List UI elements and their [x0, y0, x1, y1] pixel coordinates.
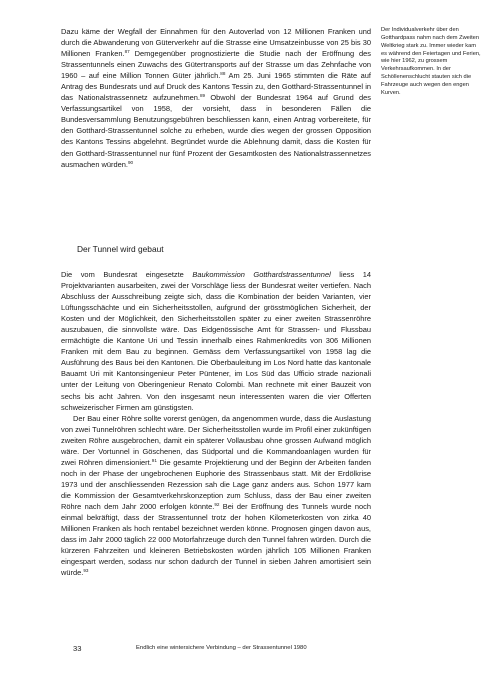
- text-run: liess 14 Projektvarianten ausarbeiten, zwei der Vorschläge liess der Bundesrat weiter vertiefen. Nach Abschluss der Ausschreibung zeigte sich, dass die Kombination der beiden Varianten, vier Lüftungsschächte und ein Sicherheitsstollen, aufgrund der grösstmöglichen Sicherheit, der Kosten und der Möglichkeit, den Sicherheitsstollen später zu einer zweiten Strassenröhre auszubauen, die sinnvollste wäre. Das Eidgenössische Amt für Strassen- und Flussbau ermächtigte die Kantone Uri und Tessin innerhalb eines Rahmenkredits von 306 Millionen Franken mit dem Bau zu beginnen. Gemäss dem Verfassungsartikel von 1958 lag die Ausführung des Baus bei den Kantonen. Die Oberbauleitung im Los Nord hatte das kantonale Bauamt Uri mit Kantonsingenieur Peter Püntener, im Los Süd das Ufficio strade nazionali unter der Leitung von Oberingenieur Renato Colombi. Man rechnete mit einer Bauzeit von sechs bis acht Jahren. Von den insgesamt neun interessenten waren die vier Offerten schweizerischer Firmen am günstigsten.: [61, 270, 372, 412]
- text-run: Die gesamte Projektierung und der Beginn der Arbeiten fanden noch in der Phase der ungebrochenen Euphorie des Strassenbaus statt. Mit der Erdölkrise 1973 und der anschliessenden Rezession sah die Lage ganz anders aus. Schon 1977 kam die Kommission der Gesamtverkehrskonzeption zum Schluss, dass der Bau einer zweiten Röhre nach dem Jahr 2000 erfolgen könnte.: [61, 457, 371, 511]
- paragraph: [61, 413, 371, 579]
- section-heading: Der Tunnel wird gebaut: [77, 244, 164, 254]
- footnote-ref: 87: [124, 49, 130, 55]
- text-run: Demgegenüber prognostizierte die Studie nach der Eröffnung des Strassentunnels einen Zuwachs des Gütertransports auf der Strasse um das Zehnfache von 1960 – auf eine Million Tonnen Güter jährlich.: [61, 49, 371, 81]
- footnote-ref: 93: [83, 568, 89, 574]
- emphasis-text: Baukommission Gotthardstrassentunnel: [192, 270, 331, 279]
- footnote-ref: 90: [127, 159, 134, 165]
- footnote-ref: 89: [200, 93, 206, 99]
- footnote-ref: 91: [151, 457, 157, 463]
- body-text-top: [61, 26, 371, 170]
- text-run: Dazu käme der Wegfall der Einnahmen für den Autoverlad von 12 Millionen Franken und durch die Abwanderung von Güterverkehr auf die Strasse eine Umsatzeinbusse von 25 bis 30 Millionen Franken.: [61, 27, 371, 59]
- running-footer-title: Endlich eine wintersichere Verbindung – der Strassentunnel 1980: [136, 645, 307, 651]
- text-run: Bei der Eröffnung des Tunnels wurde noch einmal bekräftigt, dass der Strassentunnel trotz der hohen Kilometerkosten von zirka 40 Millionen Franken als hoch rentabel bezeichnet werden könne. Prognosen gingen davon aus, dass im Jahr 2000 täglich 22 000 Motorfahrzeuge durch den Tunnel fahren würden. Durch die kürzeren Fahrzeiten und kleineren Betriebskosten würden jährlich 105 Millionen Franken eingespart werden, sodass nur schon dadurch der Tunnel in sieben Jahren amortisiert sein würde.: [61, 501, 371, 578]
- text-run: Am 25. Juni 1965 stimmten die Räte auf Antrag des Bundesrats und auf Druck des Kantons Tessin zu, den Gotthard-Strassentunnel in das Nationalstrassennetz aufzunehmen.: [61, 71, 371, 103]
- footnote-ref: 92: [214, 501, 220, 507]
- image-caption-sidenote: Der Individualverkehr über den Gotthardpass nahm nach dem Zweiten Weltkrieg stark zu. Immer wieder kam es während den Feiertagen und Ferien, wie hier 1962, zu grossem Verkehrsaufkommen. In der Schöllenenschlucht stauten sich die Fahrzeuge auch wegen den engen Kurven.: [381, 27, 481, 96]
- body-text-section: [61, 269, 371, 578]
- text-run: Obwohl der Bundesrat 1964 auf Grund des Verfassungsartikel von 1958, der vorsieht, dass in besonderen Fällen die Bundesversammlung Benutzungsgebühren beschliessen kann, einen Antrag vorbereitete, für den Gotthard-Strassentunnel solche zu erheben, wurde dies wegen der grossen Opposition des Kantons Tessins abgelehnt. Begründet wurde die Ablehnung damit, dass die Kosten für den Gotthard-Strassentunnel nur fünf Prozent der Gesamtkosten des Nationalstrassennetzes ausmachen würden.: [61, 93, 371, 169]
- footnote-ref: 88: [220, 71, 226, 77]
- paragraph: [61, 269, 371, 413]
- text-run: Der Bau einer Röhre sollte vorerst genügen, da angenommen wurde, dass die Auslastung von zwei Tunnelröhren schlecht wäre. Der Sicherheitsstollen wurde im Profil einer zukünftigen zweiten Röhre ausgebrochen, damit ein späterer Vollausbau ohne grossen Aufwand möglich wäre. Der Vortunnel in Göschenen, das Südportal und die Kommandoanlagen wurden für zwei Röhren dimensioniert.: [61, 413, 371, 467]
- paragraph: [61, 26, 371, 170]
- page-number: 33: [73, 644, 82, 653]
- text-run: Die vom Bundesrat eingesetzte: [61, 270, 193, 279]
